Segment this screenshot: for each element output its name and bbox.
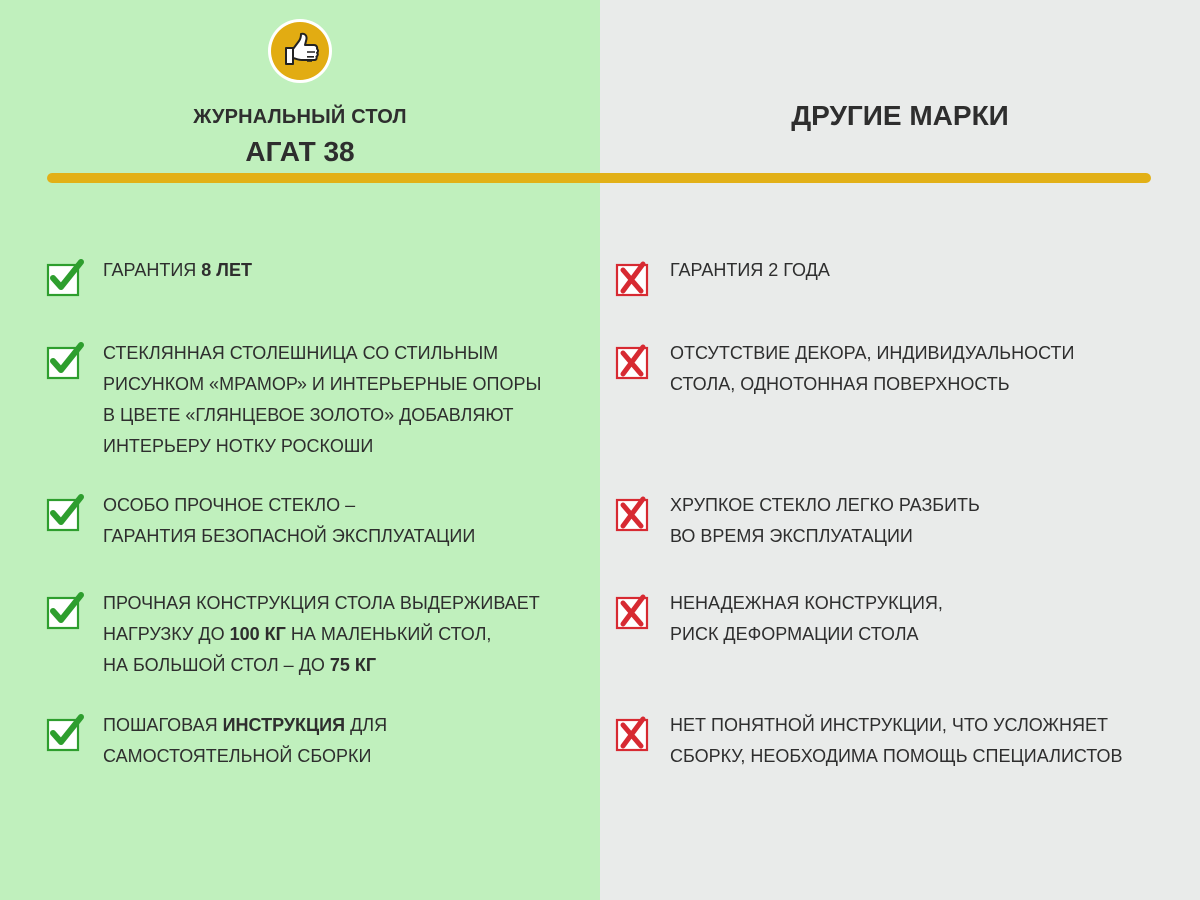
disadvantage-item: [670, 710, 1122, 772]
disadvantage-item-line: [670, 338, 1074, 369]
text-segment: В ЦВЕТЕ «ГЛЯНЦЕВОЕ ЗОЛОТО» ДОБАВЛЯЮТ: [103, 405, 514, 425]
advantage-item-line: [103, 369, 541, 400]
text-segment: ХРУПКОЕ СТЕКЛО ЛЕГКО РАЗБИТЬ: [670, 495, 980, 515]
text-segment: НА МАЛЕНЬКИЙ СТОЛ,: [285, 624, 492, 644]
text-segment: ИНТЕРЬЕРУ НОТКУ РОСКОШИ: [103, 436, 374, 456]
disadvantage-item: [670, 255, 830, 286]
cross-icon: [614, 339, 656, 381]
cross-icon: [614, 589, 656, 631]
disadvantage-item-line: [670, 710, 1122, 741]
advantage-item: [103, 338, 541, 462]
text-segment: ОТСУТСТВИЕ ДЕКОРА, ИНДИВИДУАЛЬНОСТИ: [670, 343, 1075, 363]
text-segment: ГАРАНТИЯ БЕЗОПАСНОЙ ЭКСПЛУАТАЦИИ: [103, 526, 476, 546]
text-segment: СТЕКЛЯННАЯ СТОЛЕШНИЦА СО СТИЛЬНЫМ: [103, 343, 499, 363]
advantage-item-line: [103, 619, 540, 650]
text-segment: ГАРАНТИЯ 2 ГОДА: [670, 260, 830, 280]
advantage-item-line: [103, 741, 387, 772]
check-icon: [45, 589, 87, 631]
advantage-item-line: [103, 431, 541, 462]
text-segment: ВО ВРЕМЯ ЭКСПЛУАТАЦИИ: [670, 526, 913, 546]
disadvantage-item-line: [670, 741, 1122, 772]
advantage-item: [103, 710, 387, 772]
disadvantage-item: [670, 588, 943, 650]
advantage-item-line: [103, 521, 475, 552]
disadvantage-item: [670, 338, 1074, 400]
emphasis-text: 100 КГ: [229, 624, 286, 644]
advantage-item-line: [103, 400, 541, 431]
text-segment: РИСК ДЕФОРМАЦИИ СТОЛА: [670, 624, 919, 644]
disadvantage-item-line: [670, 490, 980, 521]
disadvantage-item-line: [670, 619, 943, 650]
emphasis-text: ИНСТРУКЦИЯ: [222, 715, 346, 735]
cross-icon: [614, 256, 656, 298]
text-segment: ОСОБО ПРОЧНОЕ СТЕКЛО –: [103, 495, 356, 515]
cross-icon: [614, 491, 656, 533]
text-segment: НА БОЛЬШОЙ СТОЛ – ДО: [103, 655, 330, 675]
product-name-title: АГАТ 38: [245, 136, 355, 167]
advantage-item: [103, 490, 475, 552]
advantage-item-line: [103, 255, 252, 286]
check-icon: [45, 491, 87, 533]
text-segment: РИСУНКОМ «МРАМОР» И ИНТЕРЬЕРНЫЕ ОПОРЫ: [103, 374, 542, 394]
text-segment: СБОРКУ, НЕОБХОДИМА ПОМОЩЬ СПЕЦИАЛИСТОВ: [670, 746, 1123, 766]
check-icon: [45, 711, 87, 753]
disadvantage-item-line: [670, 255, 830, 286]
advantage-item: [103, 588, 540, 681]
text-segment: СТОЛА, ОДНОТОННАЯ ПОВЕРХНОСТЬ: [670, 374, 1010, 394]
cross-icon: [614, 711, 656, 753]
other-brands-title: ДРУГИЕ МАРКИ: [791, 100, 1009, 131]
text-segment: НАГРУЗКУ ДО: [103, 624, 230, 644]
disadvantage-item-line: [670, 369, 1074, 400]
text-segment: САМОСТОЯТЕЛЬНОЙ СБОРКИ: [103, 746, 372, 766]
product-type-title: ЖУРНАЛЬНЫЙ СТОЛ: [193, 106, 407, 128]
text-segment: НЕНАДЕЖНАЯ КОНСТРУКЦИЯ,: [670, 593, 943, 613]
disadvantage-item: [670, 490, 980, 552]
advantage-item-line: [103, 588, 540, 619]
emphasis-text: 75 КГ: [329, 655, 377, 675]
header-divider: [47, 173, 1151, 183]
disadvantage-item-line: [670, 588, 943, 619]
text-segment: ДЛЯ: [345, 715, 388, 735]
check-icon: [45, 256, 87, 298]
advantage-item-line: [103, 338, 541, 369]
thumbs-up-icon: [281, 30, 321, 70]
advantage-item-line: [103, 710, 387, 741]
text-segment: ПОШАГОВАЯ: [103, 715, 223, 735]
text-segment: НЕТ ПОНЯТНОЙ ИНСТРУКЦИИ, ЧТО УСЛОЖНЯЕТ: [670, 715, 1108, 735]
advantage-item-line: [103, 490, 475, 521]
text-segment: ГАРАНТИЯ: [103, 260, 202, 280]
text-segment: ПРОЧНАЯ КОНСТРУКЦИЯ СТОЛА ВЫДЕРЖИВАЕТ: [103, 593, 540, 613]
emphasis-text: 8 ЛЕТ: [201, 260, 252, 280]
advantage-item-line: [103, 650, 540, 681]
advantage-item: [103, 255, 252, 286]
disadvantage-item-line: [670, 521, 980, 552]
thumbs-up-badge: [268, 19, 332, 83]
check-icon: [45, 339, 87, 381]
